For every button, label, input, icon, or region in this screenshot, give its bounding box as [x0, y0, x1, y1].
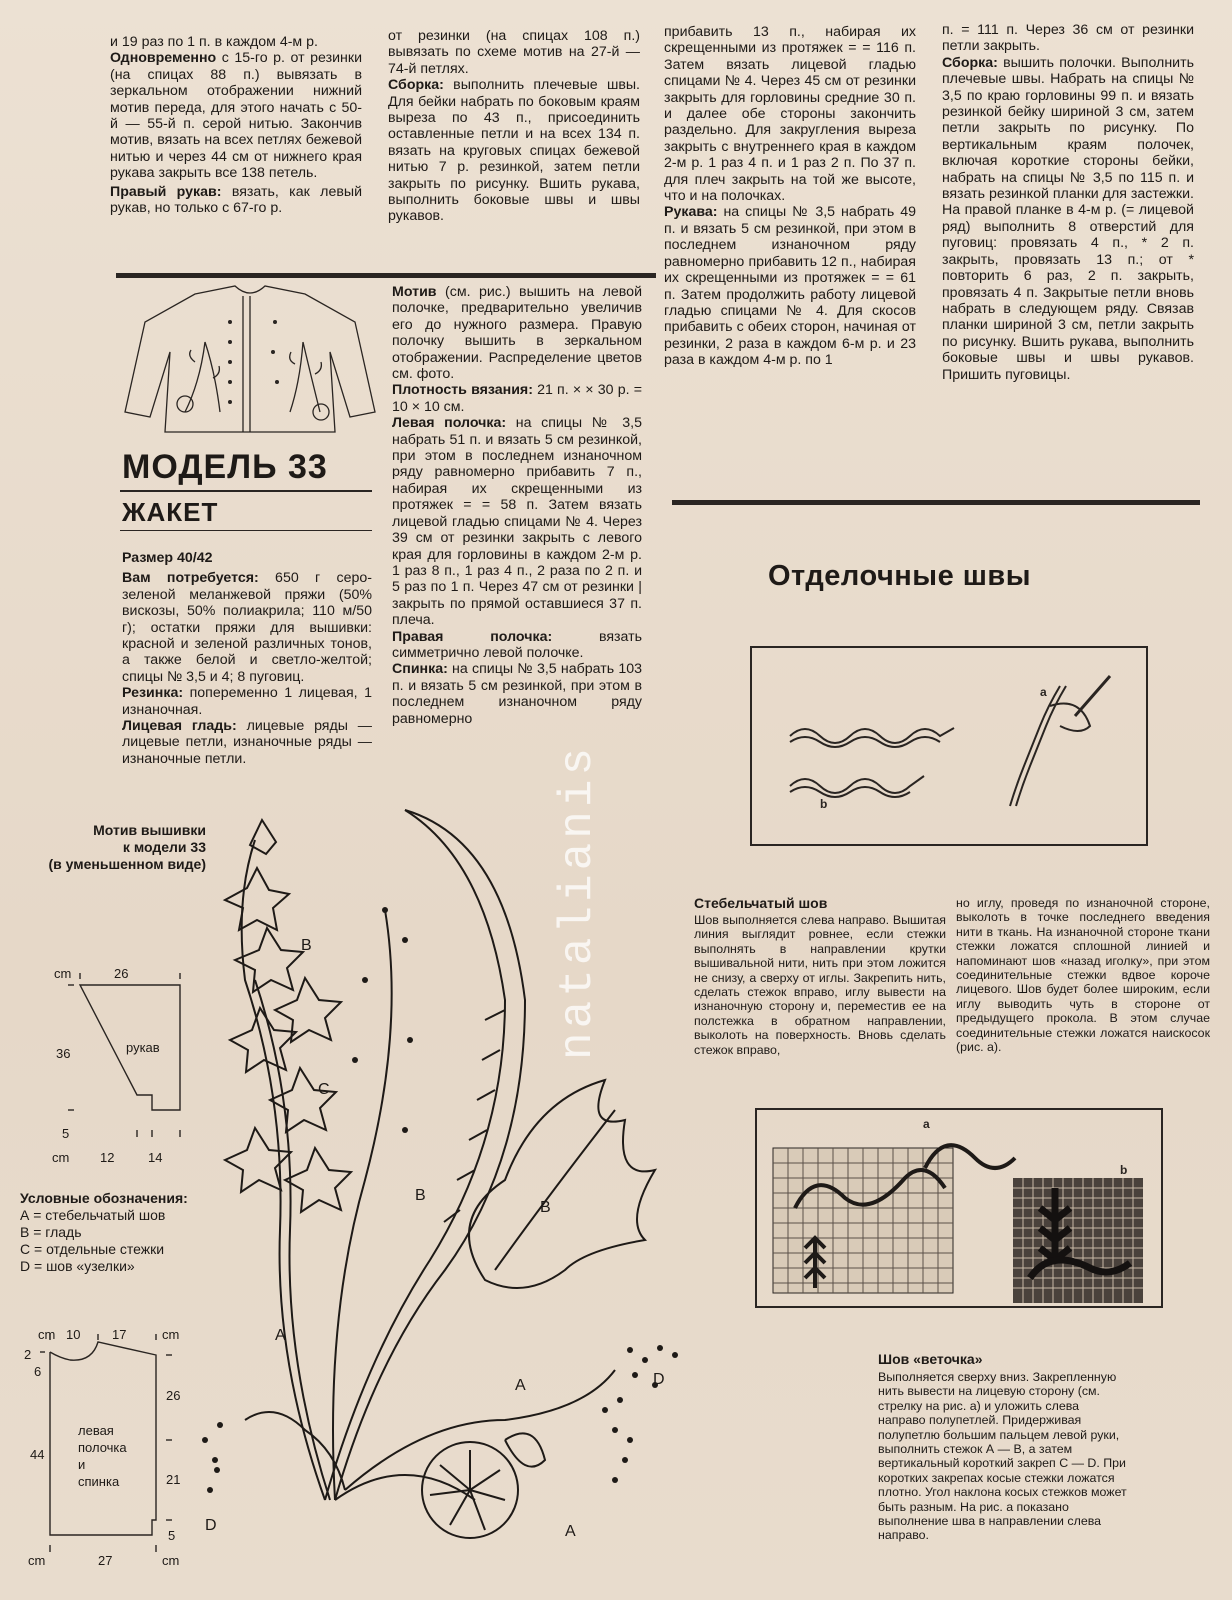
sleeve-label: рукав: [126, 1040, 160, 1055]
model-title: МОДЕЛЬ 33: [122, 448, 328, 486]
label-D: D: [653, 1371, 665, 1388]
label-B: B: [540, 1199, 551, 1216]
sleeve-cm-bottom: cm: [52, 1150, 70, 1165]
label-B: B: [415, 1187, 426, 1204]
legend-d: D = шов «узелки»: [20, 1258, 135, 1274]
body-height-1: 2: [24, 1347, 32, 1362]
label-A: A: [515, 1377, 526, 1394]
paragraph: Правый рукав: вязать, как левый рукав, но только с 67-го р.: [110, 183, 362, 217]
body-height-left: 44: [30, 1447, 45, 1462]
stitches-title: Отделочные швы: [768, 560, 1032, 592]
text-column-2: [388, 28, 640, 225]
stem-stitch-title: Стебельчатый шов: [694, 895, 828, 911]
sleeve-height: 36: [56, 1046, 71, 1061]
branch-stitch-text: Выполняется сверху вниз. Закрепленную нить вывести на лицевую сторону (см. стрелку на рис. а) и уложить слева направо полупетлей. Придерживая полупетлю большим пальцем левой руки, выполнить стежок А — В, а затем вертикальный короткий закреп С — D. При коротких закрепах косые стежки ложатся плотно. Угол наклона косых стежков может быть разным. На рис. а показано выполнение шва в направлении слева направо.: [878, 1370, 1127, 1543]
sleeve-width-2: 14: [148, 1150, 163, 1165]
paragraph: Плотность вязания: 21 п. × × 30 р. = 10 × 10 см.: [392, 382, 643, 415]
section-divider: [116, 273, 656, 278]
paragraph: п. = 111 п. Через 36 см от резинки петли закрыть.: [942, 22, 1194, 55]
sleeve-cm-top: cm: [54, 966, 72, 981]
sleeve-width-1: 12: [100, 1150, 115, 1165]
stockinette: Лицевая гладь: лицевые ряды — лицевые петли, изнаночные ряды — изнаночные петли.: [122, 718, 372, 767]
label-C: C: [318, 1081, 330, 1098]
stem-stitch-text-1: Шов выполняется слева направо. Вышитая линия выглядит ровнее, если стежки выполнять в направлении крутки вышивальной нити, нить при этом ложится не снизу, а сверху от иглы. Закрепить нить, сделать стежок вправо, иглу вывести на изнаночную сторону и, переместив ее на полстежка в обратном направлении, выколоть на поверхность. Вновь сделать стежок вправо,: [694, 913, 946, 1057]
text-column-3: [664, 24, 916, 369]
label-A: A: [275, 1327, 286, 1344]
model-subtitle: ЖАКЕТ: [122, 497, 219, 527]
embroidery-motif: [205, 800, 705, 1590]
body-height-right-1: 26: [166, 1388, 181, 1403]
body-width-bottom: 27: [98, 1553, 113, 1568]
paragraph: Одновременно с 15-го р. от резинки (на спицах 88 п.) вывязать в зеркальном отображении нижний мотив переда, для этого начать с 50-й — 55-й п. серой нитью. Закончив мотив, вязать на всех петлях бежевой нитью и через 44 см от нижнего края рукава закрыть все 138 петель.: [110, 50, 362, 182]
paragraph: и 19 раз по 1 п. в каждом 4-м р.: [110, 34, 318, 50]
branch-stitch-title: Шов «веточка»: [878, 1351, 983, 1367]
body-height-right-2: 21: [166, 1472, 181, 1487]
body-label: левая полочка и спинка: [78, 1423, 127, 1489]
section-divider: [672, 500, 1200, 505]
paragraph: Мотив (см. рис.) вышить на левой полочке, предварительно увеличив его до нужного размера. Правую полочку вышить в зеркальном отображении. Распределение цветов см. фото.: [392, 284, 642, 383]
label-B: B: [301, 937, 312, 954]
paragraph: Сборка: выполнить плечевые швы. Для бейки набрать по боковым краям выреза по 43 п., присоединить оставленные петли и на всех 134 п. вязать на круговых спицах бежевой нитью 7 р. резинкой, затем петли закрыть по рисунку. Вшить рукава, выполнить боковые швы и швы рукавов.: [388, 77, 640, 225]
materials: Вам потребуется: 650 г серо-зеленой меланжевой пряжи (50% вискозы, 50% полиакрила; 110 м/50 г); остатки пряжи для вышивки: красной и зеленой различных тонов, а также белой и светло-желтой; спицы № 3,5 и 4; 8 пуговиц.: [122, 570, 372, 685]
branch-stitch-figure: [755, 1108, 1163, 1308]
legend: [20, 1190, 188, 1275]
label-A: A: [565, 1523, 576, 1540]
sleeve-width-top: 26: [114, 966, 129, 981]
label-b: b: [820, 797, 828, 811]
stem-stitch-figure: [750, 646, 1148, 846]
body-cm-right: cm: [162, 1327, 180, 1342]
body-width-1: 10: [66, 1327, 81, 1342]
legend-title: Условные обозначения:: [20, 1190, 188, 1206]
paragraph: Спинка: на спицы № 3,5 набрать 103 п. и вязать 5 см резинкой, при этом в последнем изнаночном ряду равномерно: [392, 661, 642, 727]
watermark: natalianis: [552, 743, 604, 1060]
size: Размер 40/42: [122, 550, 213, 566]
legend-a: А = стебельчатый шов: [20, 1207, 166, 1223]
paragraph: от резинки (на спицах 108 п.) вывязать по схеме мотив на 27-й — 74-й петлях.: [388, 28, 640, 77]
paragraph: Сборка: вышить полочки. Выполнить плечевые швы. Набрать на спицы № 3,5 по краю горловины 99 п. и вязать резинкой бейку шириной 3 см, затем петли закрыть по рисунку. По вертикальным краям полочек, включая короткие стороны бейки, набрать на спицы № 3,5 по 115 п. и вязать резинкой планки для застежки. На правой планке в 4-м р. (= лицевой ряд) выполнить 8 отверстий для пуговиц: провязать 4 п., * 2 п. закрыть, провязать 13 п.; от * повторить 6 раз, 2 п. закрыть, провязать 4 п. Закрытые петли вновь набрать в следующем ряду. Связав планки шириной 3 см, петли закрыть по рисунку. Вшить рукава, выполнить боковые швы и швы рукавов. Пришить пуговицы.: [942, 54, 1194, 383]
paragraph: прибавить 13 п., набирая их скрещенными из протяжек = = 116 п. Затем вязать лицевой гладью спицами № 4. Через 45 см от резинки закрыть для горловины средние 30 п. и далее обе стороны закончить раздельно. Для закругления выреза закрыть с внутреннего края в каждом 2-м р. 1 раз 4 п. и 1 раз 2 п. По 37 п. для плеч закрыть на той же высоте, что и на полочках.: [664, 24, 916, 205]
model-specs: [122, 550, 372, 767]
label-a: a: [1040, 685, 1047, 699]
legend-c: С = отдельные стежки: [20, 1241, 165, 1257]
body-cm-left: cm: [38, 1327, 56, 1342]
jacket-sketch: [125, 282, 375, 442]
body-cm-bottom-left: cm: [28, 1553, 46, 1568]
subtitle-underline: [120, 530, 372, 531]
paragraph: Рукава: на спицы № 3,5 набрать 49 п. и вязать 5 см резинкой, при этом в последнем изнаночном ряду равномерно прибавить 12 п., набирая их скрещенными из протяжек = = 61 п. Затем продолжить работу лицевой гладью спицами № 4. Для скосов прибавить с обеих сторон, начиная от резинки, 2 раза в каждом 6-м р. и 23 раза в каждом 4-м р. по 1: [664, 204, 916, 369]
rib: Резинка: попеременно 1 лицевая, 1 изнаночная.: [122, 685, 372, 718]
body-height-2: 6: [34, 1364, 42, 1379]
text-column-4: [942, 22, 1194, 383]
paragraph: Левая полочка: на спицы № 3,5 набрать 51 п. и вязать 5 см резинкой, при этом в последнем изнаночном ряду равномерно прибавить 7 п., набирая их скрещенными из протяжек = = 58 п. Затем вязать лицевой гладью спицами № 4. Через 39 см от резинки закрыть с левого края для горловины в каждом 2-м р. 1 раз 8 п., 1 раз 4 п., 2 раза по 2 п. и 5 раз по 1 п. Через 47 см от резинки |закрыть по прямой оставшиеся 37 п. плеча.: [392, 415, 642, 629]
title-underline: [120, 490, 372, 492]
label-b: b: [1120, 1163, 1128, 1177]
stem-stitch-text-2: но иглу, проведя по изнаночной стороне, выколоть в точке последнего введения нити в ткань. На изнаночной стороне ткани стежки ложатся сплошной линией и напоминают шов «назад иголку», при этом соединительные стежки вдвое короче лицевого. Шов будет более широким, если иглу выводить чуть в стороне от предыдущего прокола. В этом случае соединительные стежки ложатся наискосок (рис. а).: [956, 896, 1210, 1055]
body-width-2: 17: [112, 1327, 127, 1342]
body-cm-bottom-right: cm: [162, 1553, 180, 1568]
body-height-right-3: 5: [168, 1528, 176, 1543]
legend-b: В = гладь: [20, 1224, 82, 1240]
label-a: a: [923, 1117, 930, 1131]
motif-caption: Мотив вышивки к модели 33 (в уменьшенном виде): [48, 822, 206, 872]
sleeve-height-small: 5: [62, 1126, 70, 1141]
text-column-2b: [392, 284, 642, 727]
text-column-1: [110, 34, 362, 216]
paragraph: Правая полочка: вязать симметрично левой полочке.: [392, 628, 642, 661]
label-D: D: [205, 1517, 217, 1534]
